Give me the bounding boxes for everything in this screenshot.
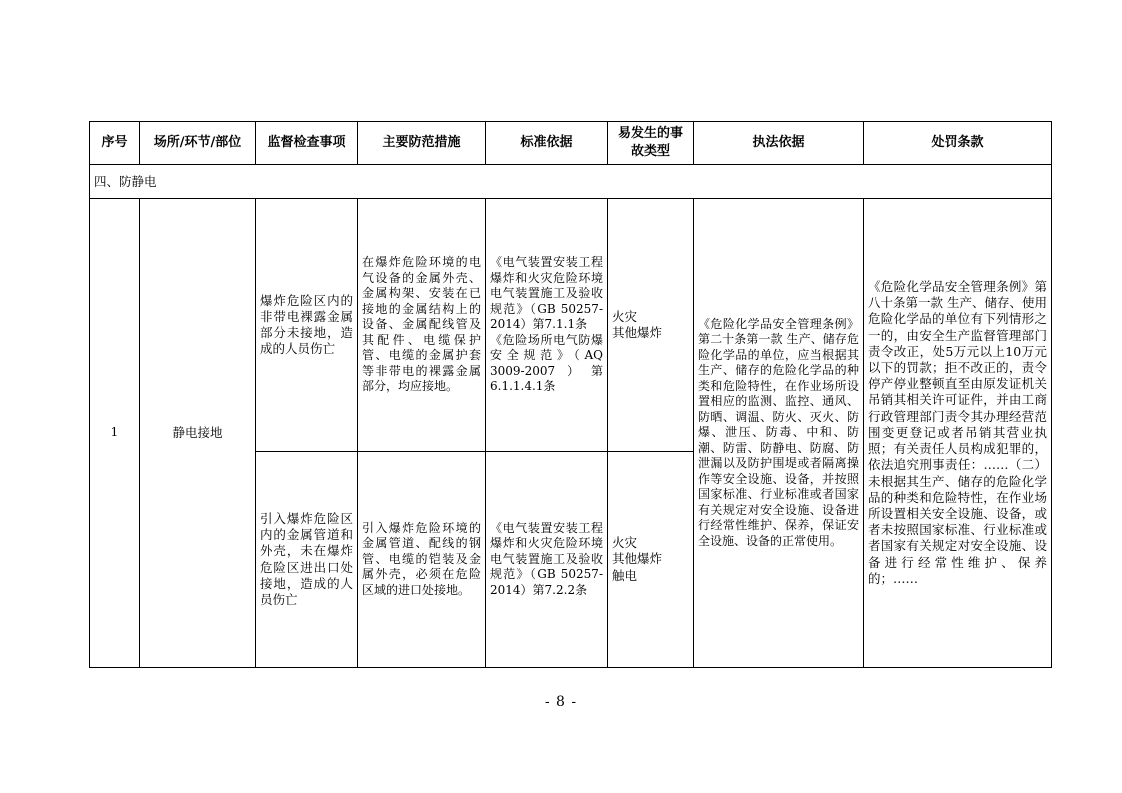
inspection-table	[89, 121, 1052, 668]
header-index: 序号	[90, 122, 140, 165]
header-measures: 主要防范措施	[358, 122, 486, 165]
header-law-basis: 执法依据	[694, 122, 864, 165]
row-location: 静电接地	[140, 199, 256, 668]
row-inspection-item: 引入爆炸危险区内的金属管道和外壳，未在爆炸危险区进出口处接地，造成的人员伤亡	[256, 452, 358, 668]
row-accident-type: 火灾 其他爆炸	[608, 199, 694, 452]
row-law-basis: 《危险化学品安全管理条例》第二十条第一款 生产、储存危险化学品的单位，应当根据其生产、储存的危险化学品的种类和危险特性，在作业场所设置相应的监测、监控、通风、防晒、调温、防火、灭火、防爆、泄压、防毒、中和、防潮、防雷、防静电、防腐、防泄漏以及防护围堤或者隔离操作等安全设施、设备，并按照国家标准、行业标准或者国家有关规定对安全设施、设备进行经常性维护、保养，保证安全设施、设备的正常使用。	[694, 199, 864, 668]
row-penalty: 《危险化学品安全管理条例》第八十条第一款 生产、储存、使用危险化学品的单位有下列情形之一的，由安全生产监督管理部门责令改正，处5万元以上10万元以下的罚款；拒不改正的，责令停产停业整顿直至由原发证机关吊销其相关许可证件，并由工商行政管理部门责令其办理经营范围变更登记或者吊销其营业执照；有关责任人员构成犯罪的，依法追究刑事责任：……（二）未根据其生产、储存的危险化学品的种类和危险特性，在作业场所设置相关安全设施、设备，或者未按照国家标准、行业标准或者国家有关规定对安全设施、设备进行经常性维护、保养的；……	[864, 199, 1052, 668]
row-accident-type: 火灾 其他爆炸 触电	[608, 452, 694, 668]
page-number: - 8 -	[544, 694, 578, 710]
header-inspection-item: 监督检查事项	[256, 122, 358, 165]
row-index: 1	[90, 199, 140, 668]
table-row	[90, 199, 1052, 452]
header-accident-type: 易发生的事故类型	[608, 122, 694, 165]
row-measures: 在爆炸危险环境的电气设备的金属外壳、金属构架、安装在已接地的金属结构上的设备、金属配线管及其配件、电缆保护管、电缆的金属护套等非带电的裸露金属部分，均应接地。	[358, 199, 486, 452]
row-standard: 《电气装置安装工程爆炸和火灾危险环境电气装置施工及验收规范》（GB 50257-2014）第7.1.1条 《危险场所电气防爆安全规范》（AQ 3009-2007）第6.1.1.4.1条	[486, 199, 608, 452]
row-inspection-item: 爆炸危险区内的非带电裸露金属部分未接地，造成的人员伤亡	[256, 199, 358, 452]
header-standard: 标准依据	[486, 122, 608, 165]
row-standard: 《电气装置安装工程爆炸和火灾危险环境电气装置施工及验收规范》（GB 50257-2014）第7.2.2条	[486, 452, 608, 668]
header-row	[90, 122, 1052, 165]
section-row	[90, 165, 1052, 199]
section-title: 四、防静电	[90, 165, 1052, 199]
header-location: 场所/环节/部位	[140, 122, 256, 165]
header-penalty: 处罚条款	[864, 122, 1052, 165]
row-measures: 引入爆炸危险环境的金属管道、配线的钢管、电缆的铠装及金属外壳，必须在危险区域的进口处接地。	[358, 452, 486, 668]
